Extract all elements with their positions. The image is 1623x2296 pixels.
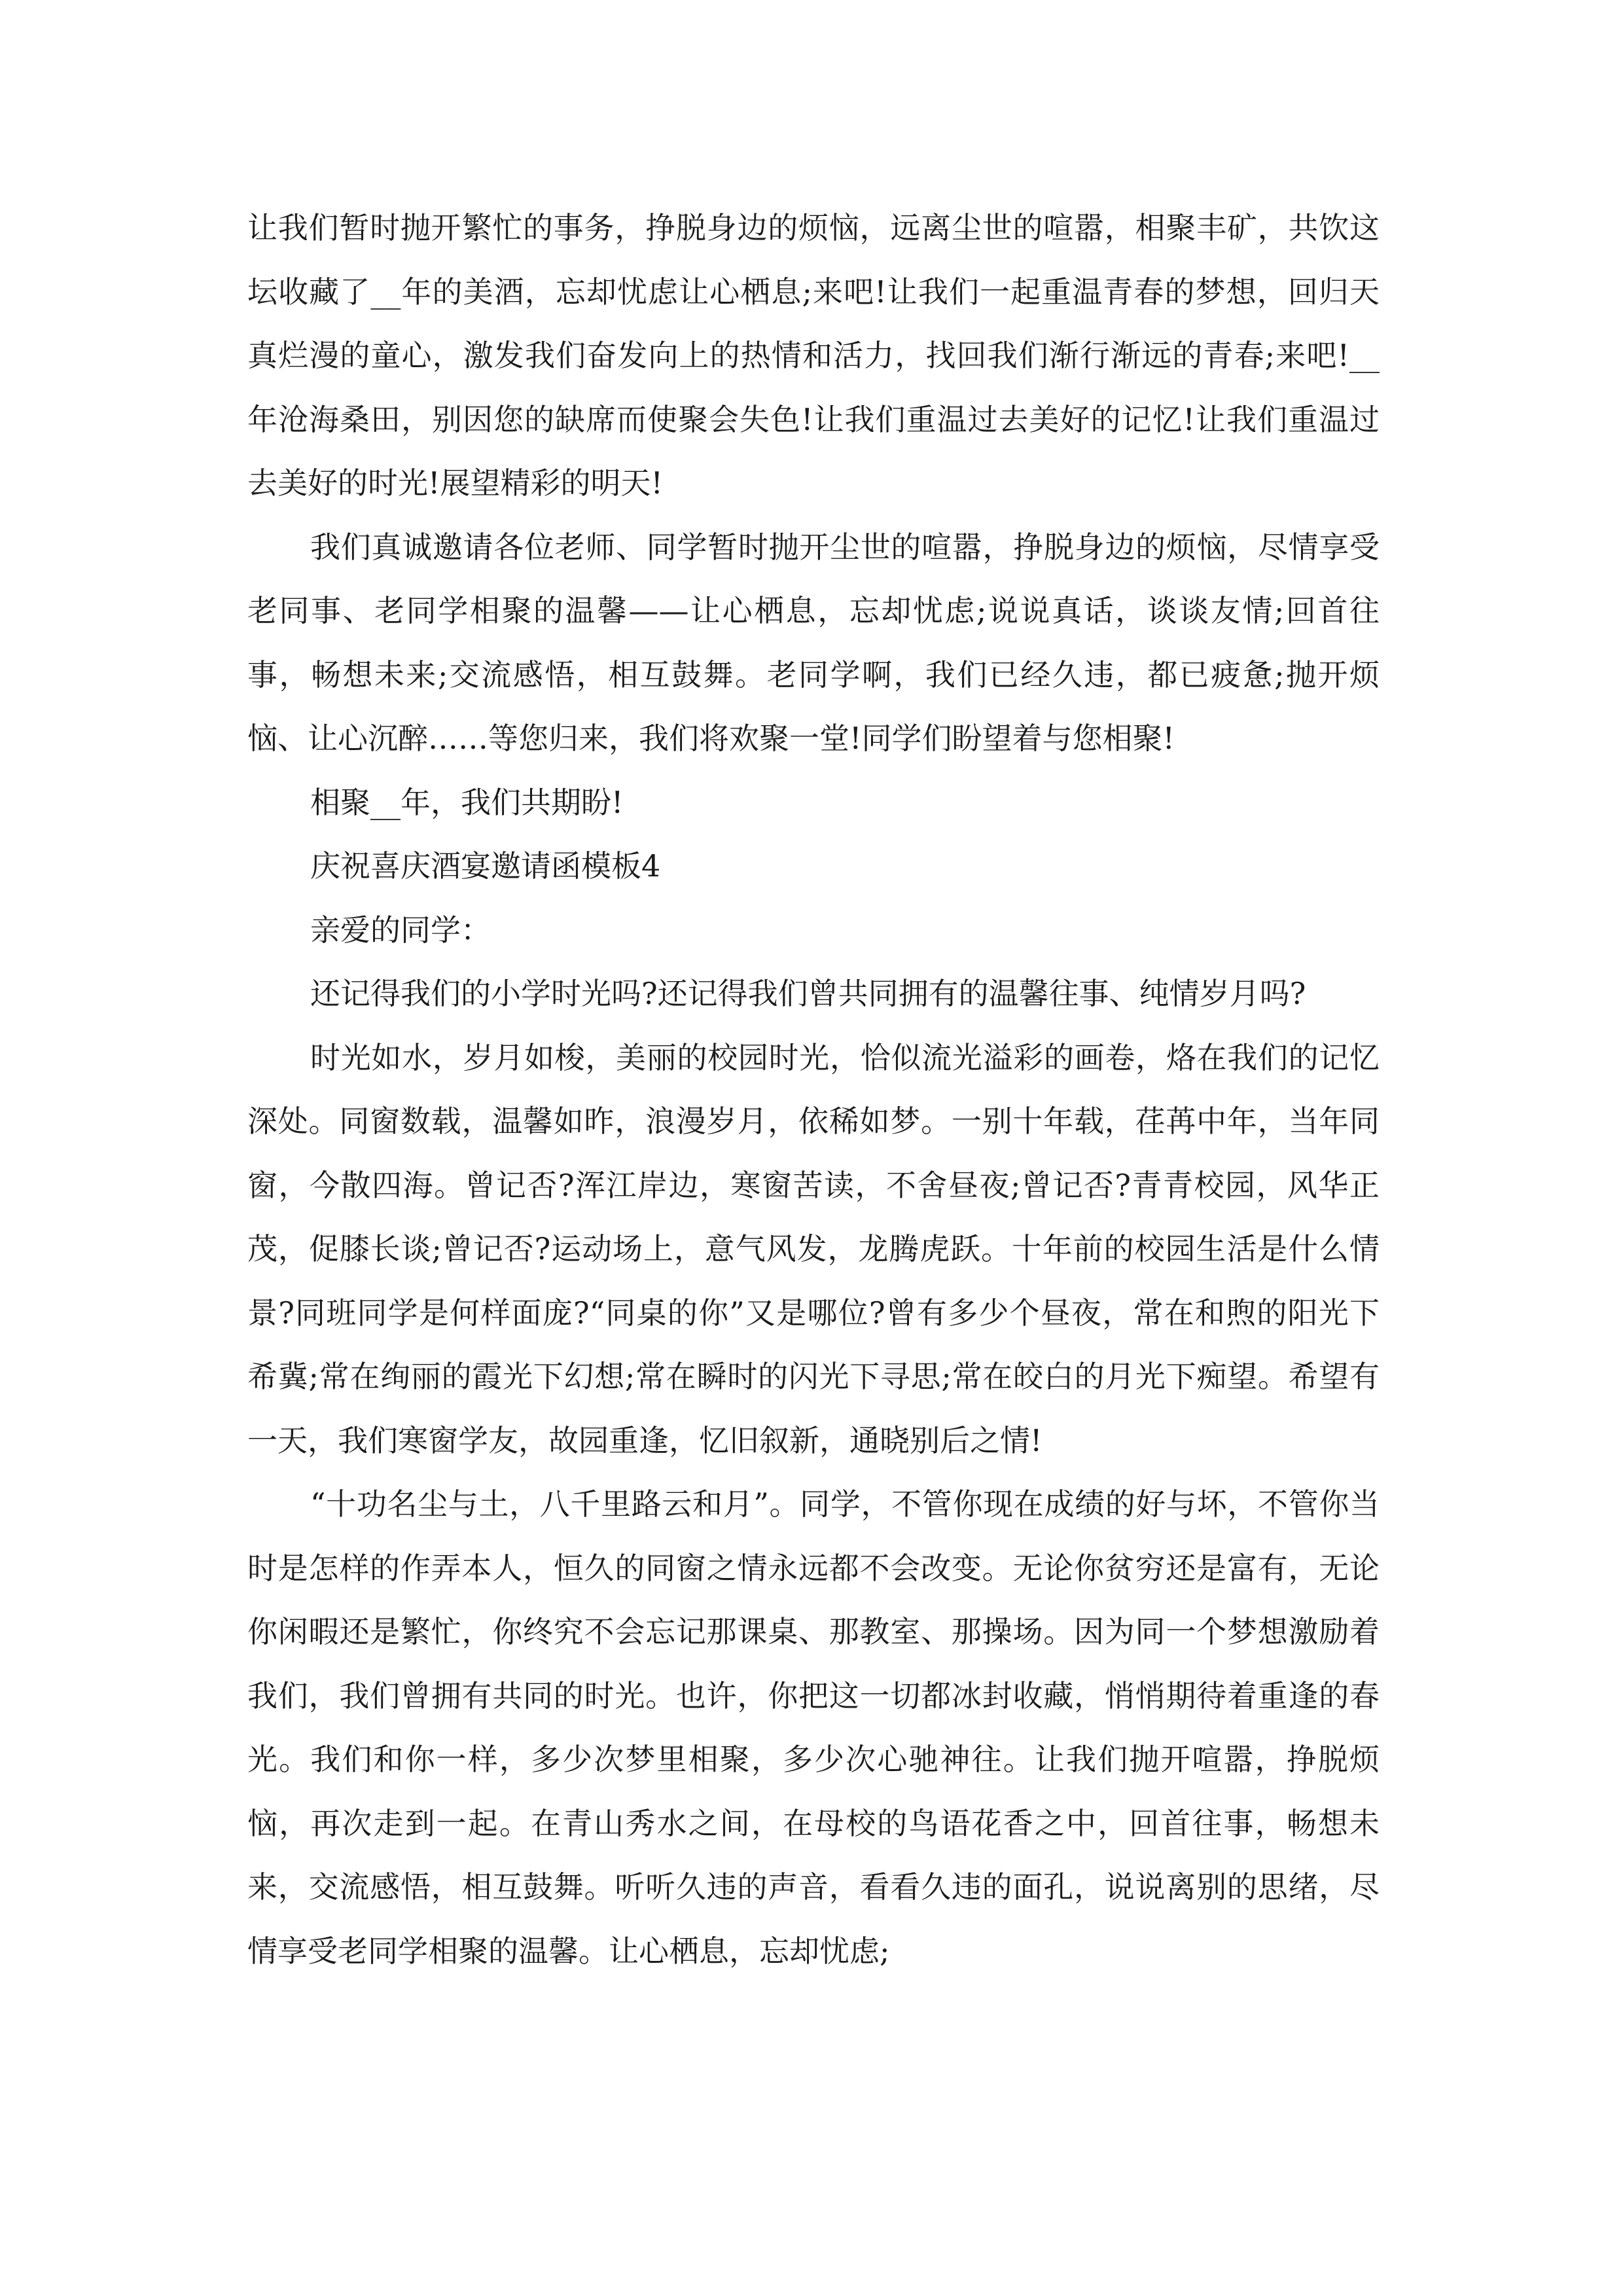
- paragraph-3: 相聚__年，我们共期盼!: [310, 784, 624, 820]
- document-body: [247, 196, 1380, 1983]
- paragraph-4: 还记得我们的小学时光吗?还记得我们曾共同拥有的温馨往事、纯情岁月吗?: [310, 976, 1306, 1011]
- paragraph-2: 我们真诚邀请各位老师、同学暂时抛开尘世的喧嚣，挣脱身边的烦恼，尽情享受老同事、老同学相聚的温馨——让心栖息，忘却忧虑;说说真话，谈谈友情;回首往事，畅想未来;交流感悟，相互鼓舞。老同学啊，我们已经久违，都已疲惫;抛开烦恼、让心沉醉……等您归来，我们将欢聚一堂!同学们盼望着与您相聚!: [247, 529, 1380, 756]
- paragraph-5: 时光如水，岁月如梭，美丽的校园时光，恰似流光溢彩的画卷，烙在我们的记忆深处。同窗数载，温馨如昨，浪漫岁月，依稀如梦。一别十年载，荏苒中年，当年同窗，今散四海。曾记否?浑江岸边，寒窗苦读，不舍昼夜;曾记否?青青校园，风华正茂，促膝长谈;曾记否?运动场上，意气风发，龙腾虎跃。十年前的校园生活是什么情景?同班同学是何样面庞?“同桌的你”又是哪位?曾有多少个昼夜，常在和煦的阳光下希冀;常在绚丽的霞光下幻想;常在瞬时的闪光下寻思;常在皎白的月光下痴望。希望有一天，我们寒窗学友，故园重逢，忆旧叙新，通晓别后之情!: [247, 1039, 1380, 1458]
- section-heading: 庆祝喜庆酒宴邀请函模板4: [310, 848, 661, 884]
- paragraph-6: “十功名尘与土，八千里路云和月”。同学，不管你现在成绩的好与坏，不管你当时是怎样的作弄本人，恒久的同窗之情永远都不会改变。无论你贫穷还是富有，无论你闲暇还是繁忙，你终究不会忘记那课桌、那教室、那操场。因为同一个梦想激励着我们，我们曾拥有共同的时光。也许，你把这一切都冰封收藏，悄悄期待着重逢的春光。我们和你一样，多少次梦里相聚，多少次心驰神往。让我们抛开喧嚣，挣脱烦恼，再次走到一起。在青山秀水之间，在母校的鸟语花香之中，回首往事，畅想未来，交流感悟，相互鼓舞。听听久违的声音，看看久违的面孔，说说离别的思绪，尽情享受老同学相聚的温馨。让心栖息，忘却忧虑;: [247, 1486, 1380, 1969]
- paragraph-1: 让我们暂时抛开繁忙的事务，挣脱身边的烦恼，远离尘世的喧嚣，相聚丰矿，共饮这坛收藏了__年的美酒，忘却忧虑让心栖息;来吧!让我们一起重温青春的梦想，回归天真烂漫的童心，激发我们奋发向上的热情和活力，找回我们渐行渐远的青春;来吧!__年沧海桑田，别因您的缺席而使聚会失色!让我们重温过去美好的记忆!让我们重温过去美好的时光!展望精彩的明天!: [247, 210, 1380, 501]
- salutation: 亲爱的同学：: [310, 912, 491, 948]
